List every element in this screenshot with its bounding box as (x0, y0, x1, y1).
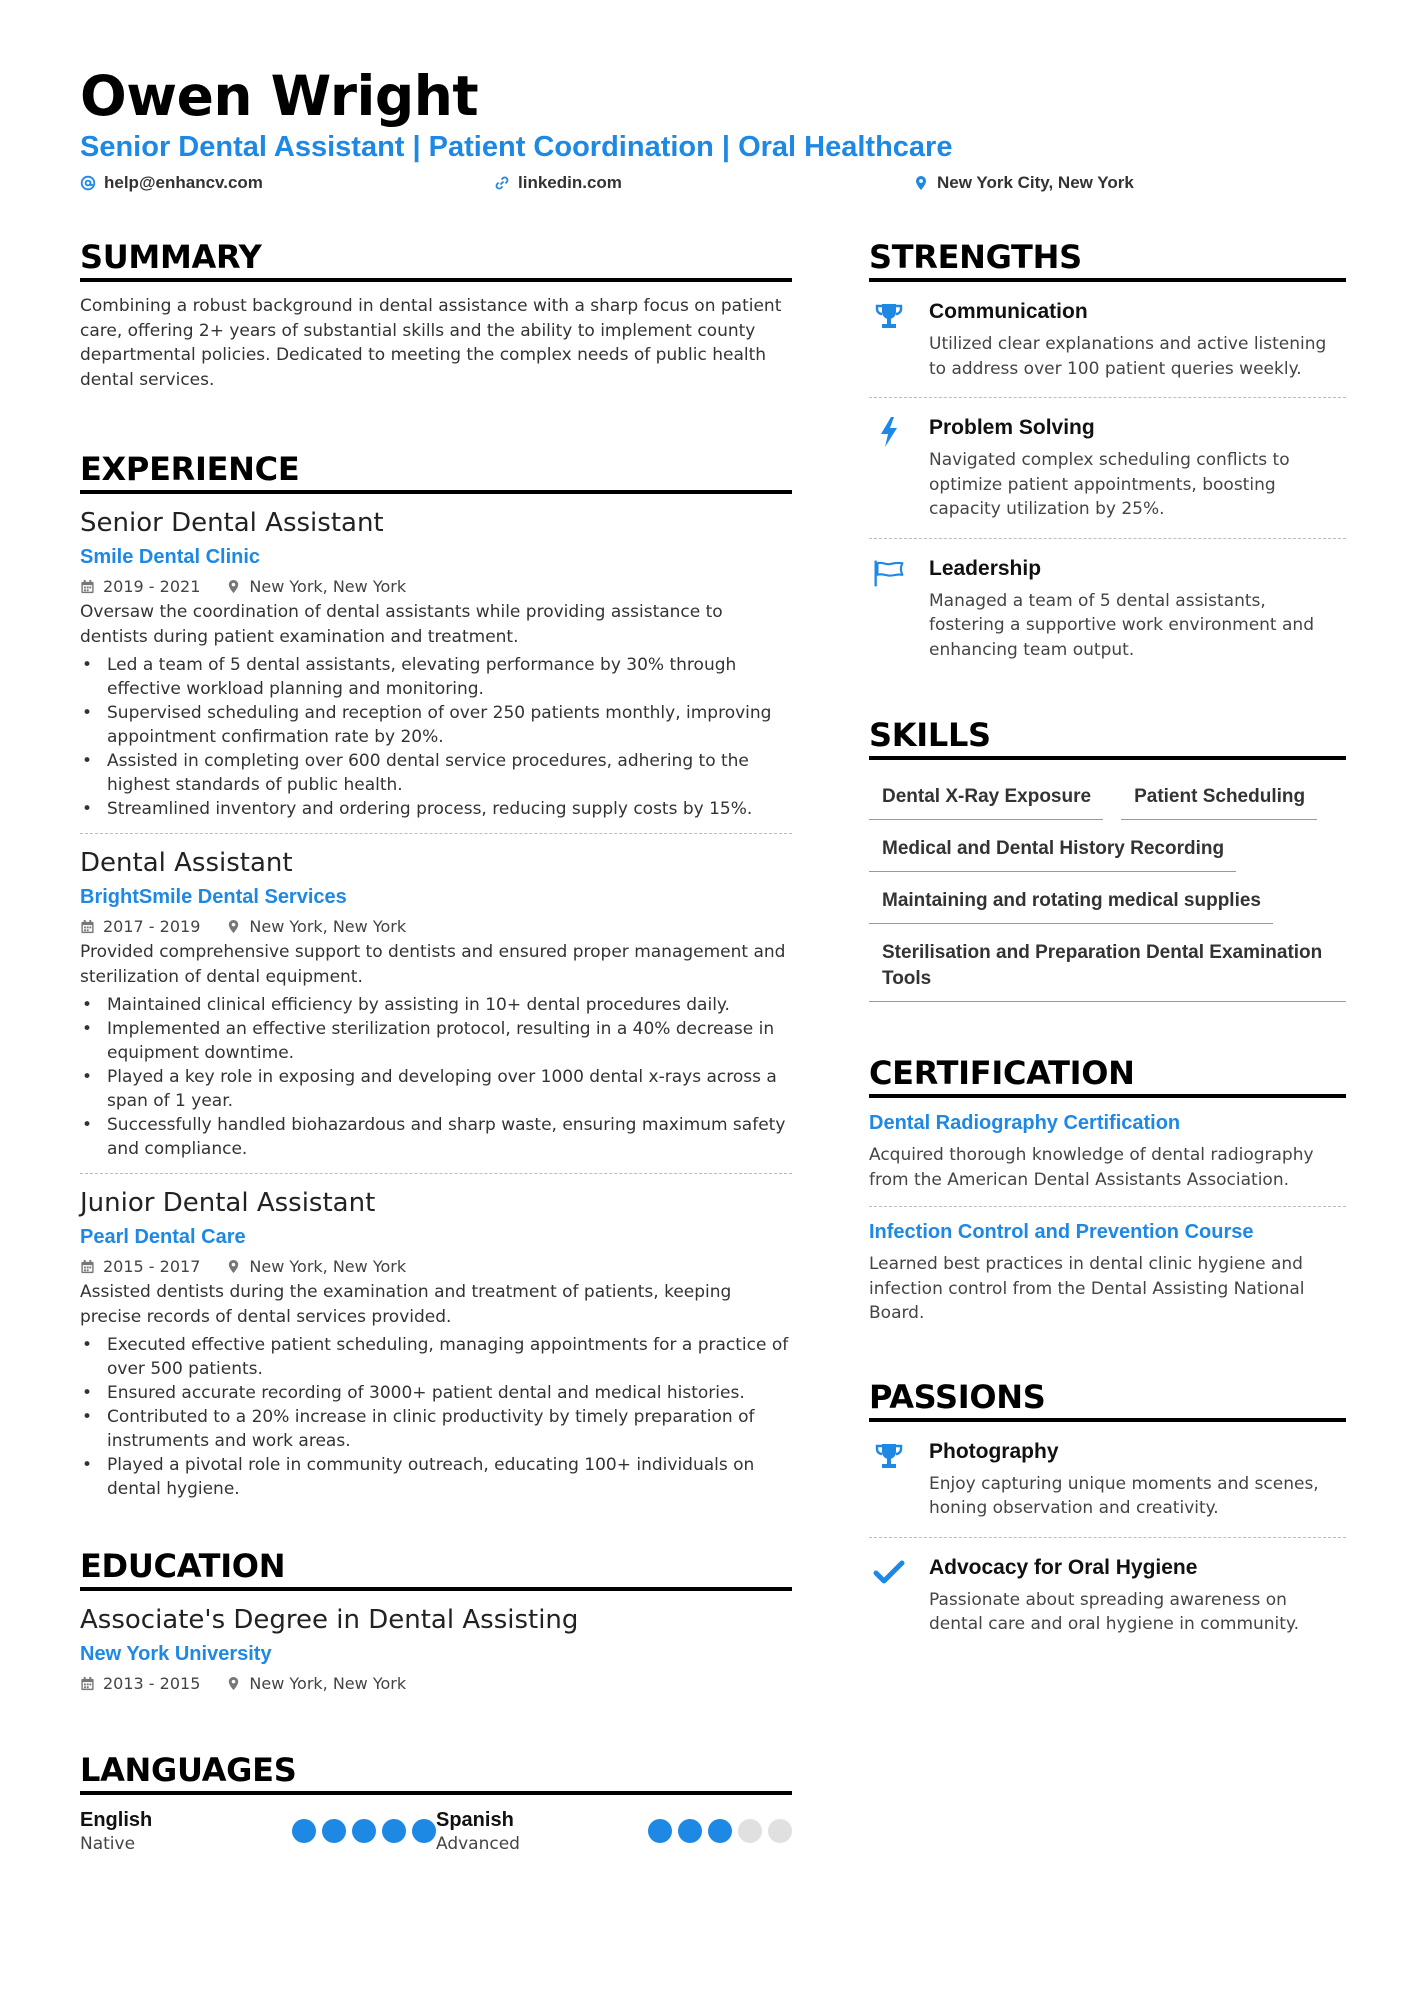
trophy-icon (873, 1440, 905, 1472)
job-bullets (80, 653, 792, 821)
company-name: Pearl Dental Care (80, 1226, 246, 1248)
section-title-experience: EXPERIENCE (80, 450, 792, 494)
rating-dot (708, 1819, 732, 1843)
location-pin-icon (226, 919, 241, 934)
list-item: • Executed effective patient scheduling, managing appointments for a practice of over 500 patients. (80, 1333, 792, 1381)
section-title-skills: SKILLS (869, 716, 1346, 760)
certification-text: Acquired thorough knowledge of dental radiography from the American Dental Assistants Association. (869, 1145, 1314, 1190)
job-location: New York, New York (249, 917, 407, 936)
list-item: • Assisted in completing over 600 dental service procedures, adhering to the highest standards of public health. (80, 749, 792, 797)
divider (80, 1173, 792, 1174)
list-item: • Played a pivotal role in community outreach, educating 100+ individuals on dental hygiene. (80, 1453, 792, 1501)
certification-item (869, 1207, 1346, 1340)
strength-title: Communication (929, 300, 1088, 323)
job-location: New York, New York (249, 1257, 407, 1276)
job-dates: 2015 - 2017 (103, 1257, 201, 1276)
rating-dot (768, 1819, 792, 1843)
job-bullets (80, 993, 792, 1161)
flag-icon (873, 557, 905, 589)
strength-item (869, 539, 1346, 679)
location-pin-icon (226, 1676, 241, 1691)
strength-text: Navigated complex scheduling conflicts to optimize patient appointments, boosting capacity utilization by 25%. (929, 450, 1290, 519)
lightning-icon (873, 416, 905, 448)
rating-dot (352, 1819, 376, 1843)
list-item: • Maintained clinical efficiency by assisting in 10+ dental procedures daily. (80, 993, 792, 1017)
location-pin-icon (226, 579, 241, 594)
education-meta (80, 1674, 792, 1693)
languages-row (80, 1809, 792, 1854)
certification-title: Infection Control and Prevention Course (869, 1221, 1254, 1243)
strength-title: Problem Solving (929, 416, 1095, 439)
location-pin-icon (913, 175, 929, 191)
contact-email[interactable] (80, 173, 263, 193)
link-icon (494, 175, 510, 191)
language-name: Spanish (436, 1809, 514, 1831)
skills-list (869, 768, 1346, 1002)
list-item: • Implemented an effective sterilization protocol, resulting in a 40% decrease in equipment downtime. (80, 1017, 792, 1065)
checkmark-icon (873, 1556, 905, 1588)
language-item (436, 1809, 792, 1854)
job-dates: 2017 - 2019 (103, 917, 201, 936)
passion-item (869, 1422, 1346, 1538)
section-title-strengths: STRENGTHS (869, 238, 1346, 282)
job-meta (80, 917, 792, 936)
language-level: Advanced (436, 1834, 520, 1854)
section-title-certification: CERTIFICATION (869, 1054, 1346, 1098)
location-pin-icon (226, 1259, 241, 1274)
contact-location (913, 173, 1134, 193)
rating-dot (412, 1819, 436, 1843)
strength-title: Leadership (929, 556, 1042, 580)
strength-text: Managed a team of 5 dental assistants, fostering a supportive work environment and enhancing team output. (929, 590, 1314, 660)
passion-text: Enjoy capturing unique moments and scenes, honing observation and creativity. (929, 1473, 1319, 1518)
experience-section (80, 450, 792, 1501)
summary-text: Combining a robust background in dental assistance with a sharp focus on patient care, offering 2+ years of substantial skills and the ability to implement county departmental policies. Dedicated to meeting the complex needs of public health dental services. (80, 296, 782, 390)
job-meta (80, 577, 792, 596)
job-description: Provided comprehensive support to dentists and ensured proper management and sterilization of dental equipment. (80, 942, 786, 987)
job-location: New York, New York (249, 577, 407, 596)
rating-dot (738, 1819, 762, 1843)
list-item: • Supervised scheduling and reception of over 250 patients monthly, improving appointment confirmation rate by 20%. (80, 701, 792, 749)
passion-title: Advocacy for Oral Hygiene (929, 1555, 1198, 1579)
certification-title: Dental Radiography Certification (869, 1112, 1181, 1134)
job-bullets (80, 1333, 792, 1501)
language-name: English (80, 1809, 153, 1831)
job-entry (80, 848, 792, 1174)
strengths-section (869, 238, 1346, 678)
school-name: New York University (80, 1643, 272, 1665)
skill-tag: Maintaining and rotating medical supplies (869, 876, 1273, 924)
education-dates: 2013 - 2015 (103, 1674, 201, 1693)
passion-title: Photography (929, 1439, 1059, 1463)
job-title: Dental Assistant (80, 848, 293, 878)
section-title-education: EDUCATION (80, 1547, 792, 1591)
job-dates: 2019 - 2021 (103, 577, 201, 596)
language-rating (292, 1819, 436, 1854)
contact-linkedin[interactable] (494, 173, 622, 193)
linkedin-text: linkedin.com (518, 173, 622, 192)
skill-tag: Medical and Dental History Recording (869, 824, 1236, 872)
right-column (869, 238, 1346, 1653)
languages-section (80, 1751, 792, 1854)
summary-section (80, 238, 792, 392)
education-section (80, 1547, 792, 1693)
job-title: Junior Dental Assistant (80, 1188, 376, 1218)
rating-dot (678, 1819, 702, 1843)
language-level: Native (80, 1834, 136, 1854)
divider (80, 833, 792, 834)
list-item: • Ensured accurate recording of 3000+ patient dental and medical histories. (80, 1381, 792, 1405)
list-item: • Successfully handled biohazardous and sharp waste, ensuring maximum safety and compliance. (80, 1113, 792, 1161)
passions-section (869, 1378, 1346, 1653)
rating-dot (382, 1819, 406, 1843)
education-location: New York, New York (249, 1674, 407, 1693)
strength-item (869, 398, 1346, 539)
job-meta (80, 1257, 792, 1276)
list-item: • Streamlined inventory and ordering process, reducing supply costs by 15%. (80, 797, 792, 821)
language-rating (648, 1819, 792, 1854)
language-item (80, 1809, 436, 1854)
list-item: • Contributed to a 20% increase in clinic productivity by timely preparation of instruments and work areas. (80, 1405, 792, 1453)
certification-section (869, 1054, 1346, 1340)
rating-dot (648, 1819, 672, 1843)
skills-section (869, 716, 1346, 1002)
candidate-name: Owen Wright (80, 64, 479, 128)
email-text: help@enhancv.com (104, 173, 263, 192)
certification-text: Learned best practices in dental clinic hygiene and infection control from the Dental Assisting National Board. (869, 1254, 1305, 1323)
section-title-passions: PASSIONS (869, 1378, 1346, 1422)
passion-text: Passionate about spreading awareness on dental care and oral hygiene in community. (929, 1589, 1299, 1634)
at-icon (80, 175, 96, 191)
job-entry (80, 508, 792, 834)
headline: Senior Dental Assistant | Patient Coordination | Oral Healthcare (80, 131, 953, 163)
section-title-languages: LANGUAGES (80, 1751, 792, 1795)
strength-text: Utilized clear explanations and active listening to address over 100 patient queries weekly. (929, 334, 1327, 379)
skill-tag: Dental X-Ray Exposure (869, 772, 1103, 820)
rating-dot (322, 1819, 346, 1843)
rating-dot (292, 1819, 316, 1843)
degree-title: Associate's Degree in Dental Assisting (80, 1605, 579, 1635)
section-title-summary: SUMMARY (80, 238, 792, 282)
left-column (80, 238, 792, 1854)
job-description: Oversaw the coordination of dental assistants while providing assistance to dentists during patient examination and treatment. (80, 602, 723, 647)
skill-tag: Sterilisation and Preparation Dental Examination Tools (869, 928, 1346, 1002)
list-item: • Led a team of 5 dental assistants, elevating performance by 30% through effective workload planning and monitoring. (80, 653, 792, 701)
calendar-icon (80, 1676, 95, 1691)
job-description: Assisted dentists during the examination and treatment of patients, keeping precise records of dental services provided. (80, 1282, 732, 1327)
company-name: Smile Dental Clinic (80, 546, 261, 568)
trophy-icon (873, 300, 905, 332)
list-item: • Played a key role in exposing and developing over 1000 dental x-rays across a span of 1 year. (80, 1065, 792, 1113)
passion-item (869, 1538, 1346, 1653)
location-text: New York City, New York (937, 173, 1134, 192)
calendar-icon (80, 919, 95, 934)
company-name: BrightSmile Dental Services (80, 886, 347, 908)
skill-tag: Patient Scheduling (1121, 772, 1317, 820)
strength-item (869, 282, 1346, 398)
certification-item (869, 1098, 1346, 1207)
job-entry (80, 1188, 792, 1501)
calendar-icon (80, 1259, 95, 1274)
job-title: Senior Dental Assistant (80, 508, 384, 538)
calendar-icon (80, 579, 95, 594)
